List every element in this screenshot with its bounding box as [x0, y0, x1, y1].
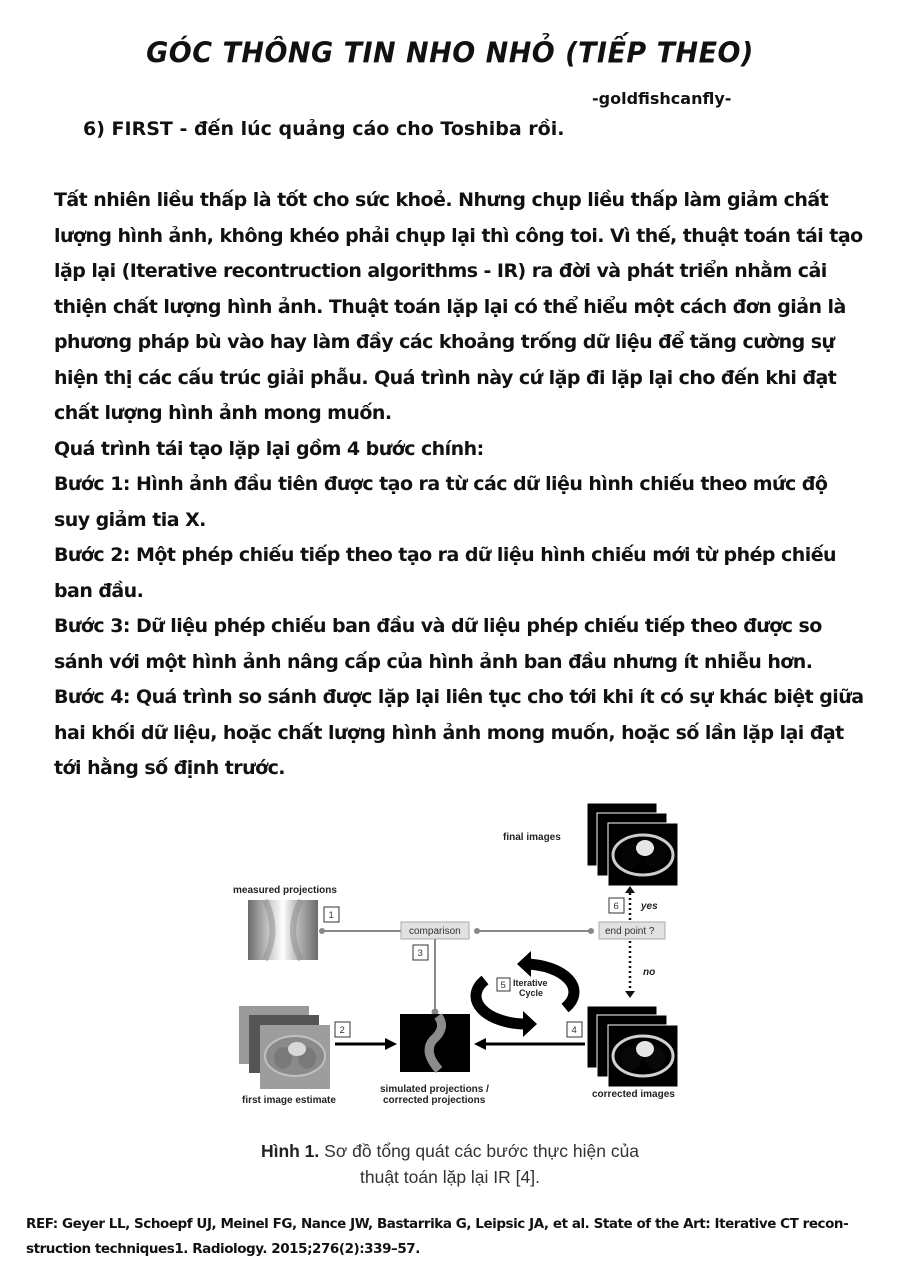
label-final-images: final images	[503, 832, 561, 843]
svg-text:5: 5	[500, 980, 506, 991]
intro-paragraph: Tất nhiên liều thấp là tốt cho sức khoẻ. Nhưng chụp liều thấp làm giảm chất lượng hình ảnh, không khéo phải chụp lại thì công toi. Vì thế, thuật toán tái tạo lặp lại (Iterative recontruction algorithms - IR) ra đời và phát triển nhằm cải thiện chất lượng hình ảnh. Thuật toán lặp lại có thể hiểu một cách đơn giản là phương pháp bù vào hay làm đầy các khoảng trống dữ liệu để tăng cường sự hiện thị các cấu trúc giải phẫu. Quá trình này cứ lặp đi lặp lại cho đến khi đạt chất lượng hình ảnh mong muốn.	[54, 189, 863, 424]
author-credit: -goldfishcanfly-	[592, 89, 732, 108]
reference	[26, 1212, 876, 1262]
caption-line-1: Sơ đồ tổng quát các bước thực hiện của	[319, 1141, 640, 1161]
first-image-estimate-stack	[239, 1006, 330, 1089]
body-text	[54, 183, 866, 787]
svg-text:6: 6	[613, 901, 619, 912]
label-simulated-projections: simulated projections /	[380, 1084, 489, 1095]
label-corrected-projections: corrected projections	[383, 1095, 486, 1106]
label-first-image-estimate: first image estimate	[242, 1095, 336, 1106]
final-images-stack	[587, 803, 678, 886]
comparison-box: comparison	[409, 926, 461, 937]
corrected-images-stack	[587, 1006, 678, 1087]
svg-text:1: 1	[328, 910, 334, 921]
label-measured-projections: measured projections	[233, 885, 337, 896]
end-point-box: end point ?	[605, 926, 655, 937]
reference-line-2: struction techniques1. Radiology. 2015;276(2):339–57.	[26, 1241, 420, 1257]
page-title: GÓC THÔNG TIN NHO NHỎ (TIẾP THEO)	[146, 37, 754, 70]
reference-line-1: REF: Geyer LL, Schoepf UJ, Meinel FG, Nance JW, Bastarrika G, Leipsic JA, et al. State of the Art: Iterative CT recon-	[26, 1216, 849, 1232]
svg-text:3: 3	[417, 948, 423, 959]
svg-text:Cycle: Cycle	[519, 988, 544, 998]
ir-diagram	[225, 800, 685, 1110]
step-4: Bước 4: Quá trình so sánh được lặp lại liên tục cho tới khi ít có sự khác biệt giữa hai khối dữ liệu, hoặc chất lượng hình ảnh mong muốn, hoặc số lần lặp lại đạt tới hằng số định trước.	[54, 686, 864, 779]
caption-line-2: thuật toán lặp lại IR [4].	[360, 1167, 540, 1187]
step-2: Bước 2: Một phép chiếu tiếp theo tạo ra dữ liệu hình chiếu mới từ phép chiếu ban đầu.	[54, 544, 837, 602]
step-3: Bước 3: Dữ liệu phép chiếu ban đầu và dữ liệu phép chiếu tiếp theo được so sánh với một hình ảnh nâng cấp của hình ảnh ban đầu nhưng ít nhiễu hơn.	[54, 615, 822, 673]
svg-text:Iterative: Iterative	[513, 978, 548, 988]
label-no: no	[643, 967, 656, 978]
figure-caption	[0, 1138, 900, 1190]
caption-figure-number: Hình 1.	[260, 1141, 320, 1161]
steps-intro: Quá trình tái tạo lặp lại gồm 4 bước chính:	[54, 437, 484, 460]
label-corrected-images: corrected images	[592, 1089, 675, 1100]
measured-projections-image	[248, 900, 318, 960]
label-yes: yes	[641, 901, 658, 912]
svg-text:2: 2	[339, 1025, 345, 1036]
step-1: Bước 1: Hình ảnh đầu tiên được tạo ra từ các dữ liệu hình chiếu theo mức độ suy giảm tia X.	[54, 473, 828, 531]
section-heading: 6) FIRST - đến lúc quảng cáo cho Toshiba rồi.	[83, 118, 565, 140]
svg-text:4: 4	[571, 1025, 577, 1036]
